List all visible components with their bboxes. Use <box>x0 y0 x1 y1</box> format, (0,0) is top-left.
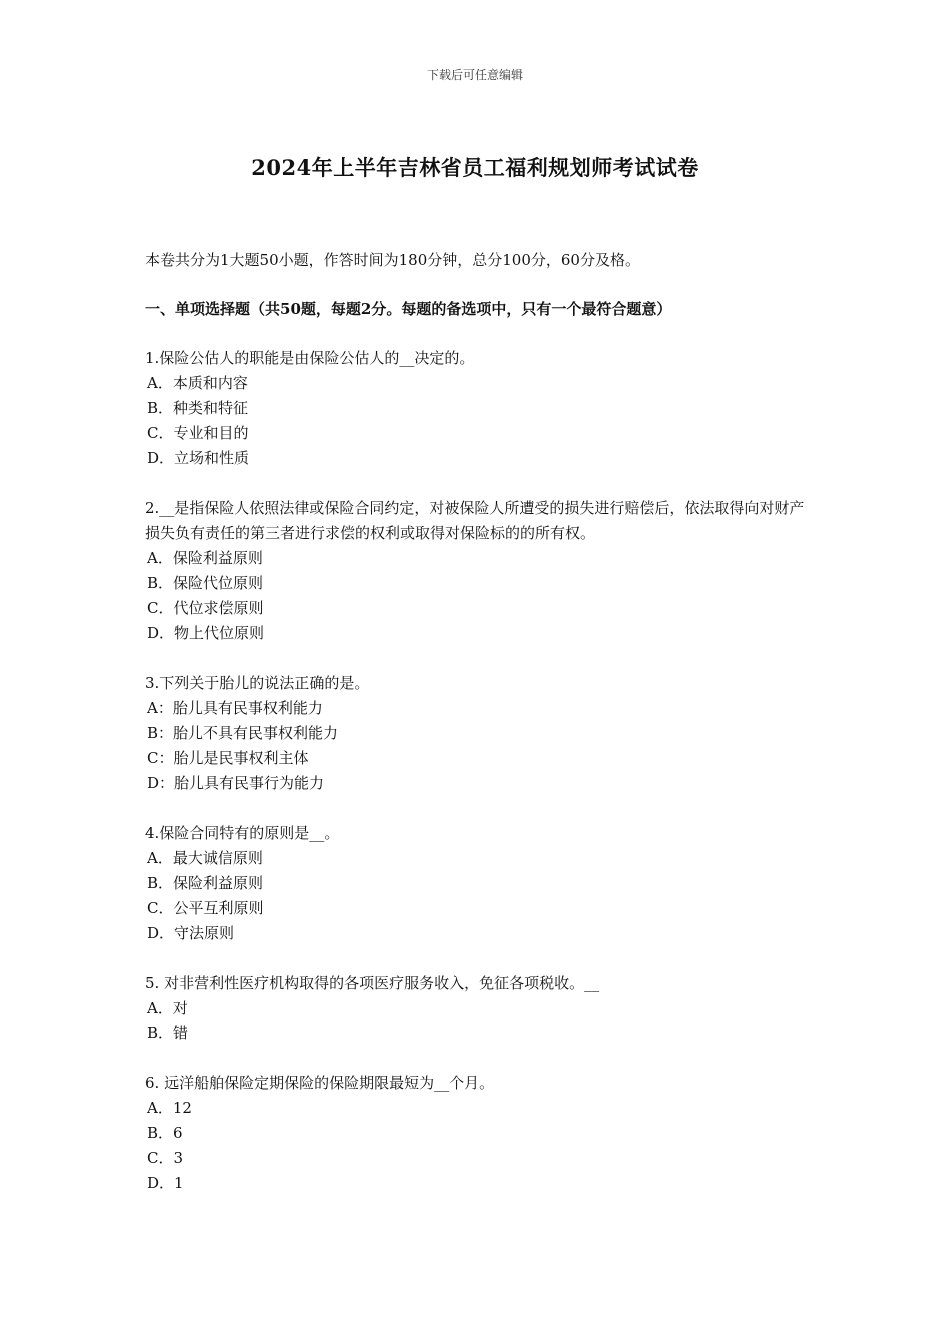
option-d: D：胎儿具有民事行为能力 <box>147 774 325 792</box>
option-a: A．12 <box>147 1099 192 1117</box>
question-stem: 2.__是指保险人依照法律或保险合同约定，对被保险人所遭受的损失进行赔偿后，依法取得向对财产损失负有责任的第三者进行求偿的权利或取得对保险标的的所有权。 <box>145 499 805 542</box>
option-d: D．守法原则 <box>147 924 235 942</box>
option-b: B．保险利益原则 <box>147 874 264 892</box>
option-a: A．对 <box>147 999 188 1017</box>
question-stem: 1.保险公估人的职能是由保险公估人的__决定的。 <box>145 349 475 367</box>
option-d: D．物上代位原则 <box>147 624 265 642</box>
option-b: B．种类和特征 <box>147 399 249 417</box>
exam-intro: 本卷共分为1大题50小题，作答时间为180分钟，总分100分，60分及格。 <box>145 251 640 269</box>
document-title: 2024年上半年吉林省员工福利规划师考试试卷 <box>251 155 699 180</box>
option-a: A．本质和内容 <box>147 374 248 392</box>
option-b: B．错 <box>147 1024 189 1042</box>
option-b: B．6 <box>147 1124 183 1142</box>
option-c: C．代位求偿原则 <box>147 599 264 617</box>
question-2 <box>145 496 810 646</box>
question-5 <box>145 971 810 1046</box>
page-header-note: 下载后可任意编辑 <box>426 68 523 82</box>
option-b: B．保险代位原则 <box>147 574 264 592</box>
option-c: C．专业和目的 <box>147 424 249 442</box>
option-a: A．最大诚信原则 <box>147 849 263 867</box>
option-c: C．3 <box>147 1149 184 1167</box>
option-c: C：胎儿是民事权利主体 <box>147 749 309 767</box>
question-stem: 3.下列关于胎儿的说法正确的是。 <box>145 674 370 692</box>
option-a: A．保险利益原则 <box>147 549 263 567</box>
option-c: C．公平互利原则 <box>147 899 264 917</box>
section-heading: 一、单项选择题（共50题，每题2分。每题的备选项中，只有一个最符合题意） <box>145 300 672 318</box>
question-3 <box>145 671 810 796</box>
question-1 <box>145 346 810 471</box>
question-stem: 5. 对非营利性医疗机构取得的各项医疗服务收入，免征各项税收。__ <box>145 974 600 992</box>
question-6 <box>145 1071 810 1196</box>
option-d: D．立场和性质 <box>147 449 250 467</box>
question-stem: 6. 远洋船舶保险定期保险的保险期限最短为__个月。 <box>145 1074 495 1092</box>
question-4 <box>145 821 810 946</box>
option-b: B：胎儿不具有民事权利能力 <box>147 724 339 742</box>
option-a: A：胎儿具有民事权利能力 <box>147 699 323 717</box>
option-d: D．1 <box>147 1174 184 1192</box>
question-stem: 4.保险合同特有的原则是__。 <box>145 824 340 842</box>
document-body <box>145 248 810 1221</box>
